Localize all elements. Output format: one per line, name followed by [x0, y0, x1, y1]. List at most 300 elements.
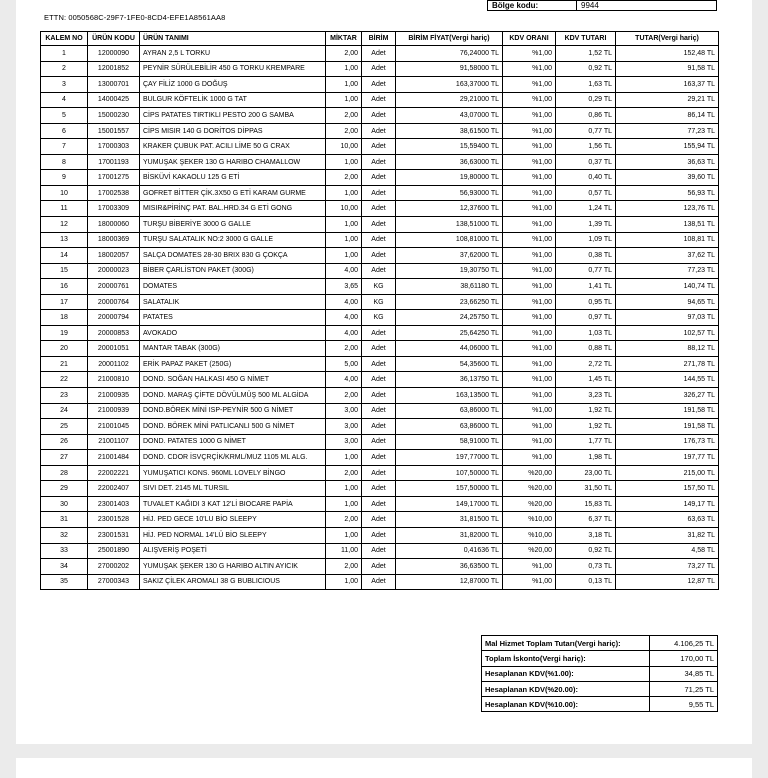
cell-urun-kodu: 21001107 [88, 434, 140, 450]
region-code-value: 9944 [577, 1, 717, 11]
table-row [41, 92, 719, 108]
cell-birim: Adet [362, 185, 396, 201]
cell-kdv-orani: %20,00 [503, 481, 556, 497]
cell-urun-kodu: 20000853 [88, 325, 140, 341]
cell-miktar: 2,00 [326, 46, 362, 62]
cell-urun-kodu: 12001852 [88, 61, 140, 77]
cell-kdv-tutari: 0,38 TL [556, 248, 616, 264]
cell-urun-tanimi: SALATALIK [140, 294, 326, 310]
cell-birim: Adet [362, 154, 396, 170]
table-row [41, 341, 719, 357]
totals-value: 170,00 TL [650, 651, 718, 666]
table-row [41, 325, 719, 341]
cell-birim-fiyat: 12,37600 TL [396, 201, 503, 217]
cell-birim-fiyat: 12,87000 TL [396, 574, 503, 590]
cell-miktar: 3,00 [326, 434, 362, 450]
cell-birim-fiyat: 91,58000 TL [396, 61, 503, 77]
cell-birim: Adet [362, 123, 396, 139]
cell-kalem-no: 24 [41, 403, 88, 419]
cell-kdv-tutari: 1,92 TL [556, 403, 616, 419]
totals-table [481, 635, 718, 712]
cell-birim: Adet [362, 512, 396, 528]
totals-label: Toplam İskonto(Vergi hariç): [482, 651, 650, 666]
cell-tutar: 155,94 TL [616, 139, 719, 155]
table-row [41, 559, 719, 575]
cell-kdv-tutari: 0,77 TL [556, 123, 616, 139]
cell-urun-kodu: 27000202 [88, 559, 140, 575]
table-row [41, 46, 719, 62]
cell-kdv-tutari: 1,41 TL [556, 279, 616, 295]
cell-urun-tanimi: MISIR&PİRİNÇ PAT. BAL.HRD.34 G ETİ GONG [140, 201, 326, 217]
cell-miktar: 2,00 [326, 108, 362, 124]
cell-birim-fiyat: 149,17000 TL [396, 496, 503, 512]
cell-miktar: 2,00 [326, 512, 362, 528]
cell-birim-fiyat: 107,50000 TL [396, 465, 503, 481]
cell-tutar: 31,82 TL [616, 527, 719, 543]
cell-birim: Adet [362, 77, 396, 93]
cell-birim-fiyat: 29,21000 TL [396, 92, 503, 108]
cell-birim-fiyat: 138,51000 TL [396, 217, 503, 233]
cell-urun-kodu: 20000764 [88, 294, 140, 310]
table-row [41, 217, 719, 233]
cell-kdv-tutari: 3,18 TL [556, 527, 616, 543]
cell-kalem-no: 34 [41, 559, 88, 575]
cell-urun-tanimi: TURŞU BİBERİYE 3000 G GALLE [140, 217, 326, 233]
table-row [41, 108, 719, 124]
cell-birim: Adet [362, 341, 396, 357]
cell-birim: Adet [362, 356, 396, 372]
cell-kdv-orani: %1,00 [503, 108, 556, 124]
cell-tutar: 149,17 TL [616, 496, 719, 512]
cell-urun-tanimi: DOMATES [140, 279, 326, 295]
cell-urun-tanimi: TUVALET KAĞIDI 3 KAT 12'Lİ BIOCARE PAPİA [140, 496, 326, 512]
cell-birim-fiyat: 19,30750 TL [396, 263, 503, 279]
cell-birim: Adet [362, 217, 396, 233]
cell-kdv-orani: %1,00 [503, 46, 556, 62]
totals-row [482, 681, 718, 696]
cell-birim-fiyat: 157,50000 TL [396, 481, 503, 497]
cell-birim: Adet [362, 465, 396, 481]
col-miktar: MİKTAR [326, 32, 362, 46]
cell-birim: Adet [362, 403, 396, 419]
totals-label: Hesaplanan KDV(%10.00): [482, 697, 650, 712]
cell-birim: KG [362, 279, 396, 295]
cell-kalem-no: 19 [41, 325, 88, 341]
cell-kdv-tutari: 1,98 TL [556, 450, 616, 466]
cell-kdv-orani: %10,00 [503, 512, 556, 528]
cell-kalem-no: 14 [41, 248, 88, 264]
cell-birim-fiyat: 63,86000 TL [396, 419, 503, 435]
cell-kalem-no: 5 [41, 108, 88, 124]
cell-urun-kodu: 23001531 [88, 527, 140, 543]
cell-kdv-orani: %1,00 [503, 372, 556, 388]
cell-urun-tanimi: AVOKADO [140, 325, 326, 341]
cell-tutar: 88,12 TL [616, 341, 719, 357]
cell-kdv-tutari: 0,57 TL [556, 185, 616, 201]
cell-kdv-orani: %1,00 [503, 419, 556, 435]
cell-tutar: 123,76 TL [616, 201, 719, 217]
cell-birim: Adet [362, 108, 396, 124]
totals-row [482, 636, 718, 651]
col-urun-tanimi: ÜRÜN TANIMI [140, 32, 326, 46]
cell-urun-tanimi: CİPS MISIR 140 G DORİTOS DİPPAS [140, 123, 326, 139]
col-kdv-orani: KDV ORANI [503, 32, 556, 46]
cell-birim: Adet [362, 559, 396, 575]
cell-kdv-tutari: 6,37 TL [556, 512, 616, 528]
cell-urun-kodu: 13000701 [88, 77, 140, 93]
table-row [41, 123, 719, 139]
cell-urun-tanimi: DOND. SOĞAN HALKASI 450 G NİMET [140, 372, 326, 388]
cell-birim: Adet [362, 543, 396, 559]
cell-birim-fiyat: 38,61180 TL [396, 279, 503, 295]
cell-urun-tanimi: DOND. CDOR İSVÇRÇİK/KRML/MUZ 1105 ML ALG. [140, 450, 326, 466]
totals-label: Hesaplanan KDV(%1.00): [482, 666, 650, 681]
cell-tutar: 157,50 TL [616, 481, 719, 497]
cell-miktar: 2,00 [326, 123, 362, 139]
cell-urun-kodu: 18000369 [88, 232, 140, 248]
cell-urun-tanimi: HİJ. PED GECE 10'LU BİO SLEEPY [140, 512, 326, 528]
cell-tutar: 36,63 TL [616, 154, 719, 170]
cell-kdv-tutari: 0,92 TL [556, 543, 616, 559]
cell-tutar: 97,03 TL [616, 310, 719, 326]
cell-kalem-no: 16 [41, 279, 88, 295]
cell-kdv-orani: %1,00 [503, 356, 556, 372]
cell-urun-kodu: 15000230 [88, 108, 140, 124]
col-urun-kodu: ÜRÜN KODU [88, 32, 140, 46]
cell-kalem-no: 18 [41, 310, 88, 326]
cell-miktar: 4,00 [326, 310, 362, 326]
cell-tutar: 140,74 TL [616, 279, 719, 295]
cell-kalem-no: 30 [41, 496, 88, 512]
col-birim: BİRİM [362, 32, 396, 46]
table-row [41, 248, 719, 264]
cell-urun-kodu: 17003309 [88, 201, 140, 217]
cell-kdv-orani: %1,00 [503, 123, 556, 139]
cell-urun-kodu: 12000090 [88, 46, 140, 62]
ettn-text: ETTN: 0050568C-29F7-1FE0-8CD4-EFE1A8561AA8 [44, 13, 226, 22]
region-code-label: Bölge kodu: [488, 1, 577, 11]
cell-birim: Adet [362, 388, 396, 404]
table-row [41, 185, 719, 201]
cell-urun-tanimi: BİBER ÇARLİSTON PAKET (300G) [140, 263, 326, 279]
cell-urun-tanimi: YUMUŞATICI KONS. 960ML LOVELY BİNGO [140, 465, 326, 481]
cell-kdv-orani: %1,00 [503, 341, 556, 357]
cell-birim-fiyat: 44,06000 TL [396, 341, 503, 357]
cell-miktar: 2,00 [326, 559, 362, 575]
cell-urun-tanimi: GOFRET BİTTER ÇİK.3X50 G ETİ KARAM GURME [140, 185, 326, 201]
cell-urun-tanimi: AYRAN 2,5 L TORKU [140, 46, 326, 62]
cell-kdv-orani: %1,00 [503, 185, 556, 201]
cell-miktar: 4,00 [326, 325, 362, 341]
table-row [41, 294, 719, 310]
cell-birim-fiyat: 36,63500 TL [396, 559, 503, 575]
cell-kdv-tutari: 1,24 TL [556, 201, 616, 217]
cell-urun-kodu: 22002221 [88, 465, 140, 481]
cell-tutar: 102,57 TL [616, 325, 719, 341]
cell-miktar: 2,00 [326, 341, 362, 357]
totals-label: Mal Hizmet Toplam Tutarı(Vergi hariç): [482, 636, 650, 651]
table-row [41, 450, 719, 466]
cell-kdv-orani: %1,00 [503, 403, 556, 419]
totals-value: 71,25 TL [650, 681, 718, 696]
cell-tutar: 29,21 TL [616, 92, 719, 108]
cell-tutar: 12,87 TL [616, 574, 719, 590]
cell-kalem-no: 23 [41, 388, 88, 404]
cell-kdv-orani: %1,00 [503, 294, 556, 310]
cell-birim-fiyat: 36,13750 TL [396, 372, 503, 388]
table-row [41, 403, 719, 419]
cell-birim-fiyat: 38,61500 TL [396, 123, 503, 139]
cell-miktar: 1,00 [326, 450, 362, 466]
cell-birim: Adet [362, 496, 396, 512]
cell-birim: Adet [362, 574, 396, 590]
table-row [41, 434, 719, 450]
cell-birim-fiyat: 36,63000 TL [396, 154, 503, 170]
cell-kdv-orani: %20,00 [503, 465, 556, 481]
cell-birim: Adet [362, 46, 396, 62]
table-row [41, 512, 719, 528]
col-kalem-no: KALEM NO [41, 32, 88, 46]
cell-miktar: 4,00 [326, 263, 362, 279]
cell-kdv-tutari: 3,23 TL [556, 388, 616, 404]
cell-kalem-no: 8 [41, 154, 88, 170]
cell-urun-tanimi: DOND. PATATES 1000 G NİMET [140, 434, 326, 450]
cell-tutar: 152,48 TL [616, 46, 719, 62]
cell-kdv-orani: %1,00 [503, 388, 556, 404]
cell-miktar: 1,00 [326, 154, 362, 170]
table-row [41, 419, 719, 435]
region-code-box [487, 0, 717, 11]
cell-urun-kodu: 21001484 [88, 450, 140, 466]
cell-kdv-orani: %1,00 [503, 154, 556, 170]
cell-birim: Adet [362, 450, 396, 466]
col-birim-fiyat: BİRİM FİYAT(Vergi hariç) [396, 32, 503, 46]
cell-birim-fiyat: 108,81000 TL [396, 232, 503, 248]
cell-urun-kodu: 21000935 [88, 388, 140, 404]
cell-kdv-tutari: 0,40 TL [556, 170, 616, 186]
cell-birim: Adet [362, 139, 396, 155]
table-row [41, 310, 719, 326]
cell-birim: Adet [362, 232, 396, 248]
cell-urun-kodu: 23001528 [88, 512, 140, 528]
cell-urun-tanimi: DOND. MARAŞ ÇİFTE DÖVÜLMÜŞ 500 ML ALGİDA [140, 388, 326, 404]
totals-value: 34,85 TL [650, 666, 718, 681]
cell-kdv-tutari: 1,39 TL [556, 217, 616, 233]
cell-kdv-orani: %1,00 [503, 263, 556, 279]
cell-urun-kodu: 20000761 [88, 279, 140, 295]
cell-tutar: 91,58 TL [616, 61, 719, 77]
cell-kalem-no: 21 [41, 356, 88, 372]
cell-kalem-no: 25 [41, 419, 88, 435]
cell-kdv-tutari: 0,97 TL [556, 310, 616, 326]
col-kdv-tutari: KDV TUTARI [556, 32, 616, 46]
cell-urun-tanimi: BİSKÜVİ KAKAOLU 125 G ETİ [140, 170, 326, 186]
cell-kdv-tutari: 0,13 TL [556, 574, 616, 590]
cell-urun-kodu: 21000939 [88, 403, 140, 419]
next-page [16, 758, 752, 778]
cell-birim: Adet [362, 263, 396, 279]
cell-tutar: 326,27 TL [616, 388, 719, 404]
cell-kalem-no: 27 [41, 450, 88, 466]
cell-miktar: 4,00 [326, 294, 362, 310]
cell-miktar: 1,00 [326, 527, 362, 543]
cell-kdv-orani: %10,00 [503, 527, 556, 543]
cell-kalem-no: 22 [41, 372, 88, 388]
cell-tutar: 271,78 TL [616, 356, 719, 372]
col-tutar: TUTAR(Vergi hariç) [616, 32, 719, 46]
cell-kdv-orani: %20,00 [503, 543, 556, 559]
table-row [41, 170, 719, 186]
cell-kdv-tutari: 1,63 TL [556, 77, 616, 93]
totals-label: Hesaplanan KDV(%20.00): [482, 681, 650, 696]
cell-kdv-tutari: 1,77 TL [556, 434, 616, 450]
cell-kalem-no: 13 [41, 232, 88, 248]
table-row [41, 263, 719, 279]
table-row [41, 77, 719, 93]
cell-urun-kodu: 21000810 [88, 372, 140, 388]
cell-birim-fiyat: 56,93000 TL [396, 185, 503, 201]
table-body [41, 46, 719, 590]
cell-urun-tanimi: SIVI DET. 2145 ML TURSIL [140, 481, 326, 497]
cell-kdv-tutari: 1,45 TL [556, 372, 616, 388]
cell-tutar: 77,23 TL [616, 123, 719, 139]
cell-miktar: 2,00 [326, 465, 362, 481]
cell-birim-fiyat: 43,07000 TL [396, 108, 503, 124]
cell-birim-fiyat: 24,25750 TL [396, 310, 503, 326]
cell-tutar: 63,63 TL [616, 512, 719, 528]
cell-kalem-no: 28 [41, 465, 88, 481]
table-row [41, 279, 719, 295]
cell-kdv-tutari: 0,77 TL [556, 263, 616, 279]
totals-value: 9,55 TL [650, 697, 718, 712]
cell-urun-tanimi: MANTAR TABAK (300G) [140, 341, 326, 357]
cell-kdv-orani: %20,00 [503, 496, 556, 512]
cell-kalem-no: 12 [41, 217, 88, 233]
cell-tutar: 77,23 TL [616, 263, 719, 279]
cell-birim-fiyat: 23,66250 TL [396, 294, 503, 310]
cell-kdv-orani: %1,00 [503, 92, 556, 108]
cell-urun-tanimi: ERİK PAPAZ PAKET (250G) [140, 356, 326, 372]
cell-urun-kodu: 18002057 [88, 248, 140, 264]
cell-kalem-no: 15 [41, 263, 88, 279]
cell-kdv-tutari: 0,88 TL [556, 341, 616, 357]
table-row [41, 372, 719, 388]
table-row [41, 527, 719, 543]
cell-miktar: 1,00 [326, 248, 362, 264]
cell-birim: Adet [362, 481, 396, 497]
table-row [41, 465, 719, 481]
cell-kdv-orani: %1,00 [503, 217, 556, 233]
table-row [41, 496, 719, 512]
cell-kalem-no: 33 [41, 543, 88, 559]
cell-tutar: 191,58 TL [616, 419, 719, 435]
cell-kdv-orani: %1,00 [503, 201, 556, 217]
cell-urun-kodu: 23001403 [88, 496, 140, 512]
cell-birim-fiyat: 163,37000 TL [396, 77, 503, 93]
cell-kdv-tutari: 31,50 TL [556, 481, 616, 497]
table-row [41, 232, 719, 248]
cell-kalem-no: 2 [41, 61, 88, 77]
cell-tutar: 191,58 TL [616, 403, 719, 419]
cell-kdv-orani: %1,00 [503, 232, 556, 248]
cell-kalem-no: 35 [41, 574, 88, 590]
cell-miktar: 1,00 [326, 481, 362, 497]
cell-birim: Adet [362, 372, 396, 388]
cell-urun-tanimi: BULGUR KÖFTELİK 1000 G TAT [140, 92, 326, 108]
cell-urun-kodu: 15001557 [88, 123, 140, 139]
cell-kalem-no: 3 [41, 77, 88, 93]
cell-kdv-orani: %1,00 [503, 450, 556, 466]
cell-birim: KG [362, 294, 396, 310]
cell-tutar: 176,73 TL [616, 434, 719, 450]
table-row [41, 574, 719, 590]
cell-urun-tanimi: SAKIZ ÇİLEK AROMALI 38 G BUBLICIOUS [140, 574, 326, 590]
cell-urun-kodu: 20000023 [88, 263, 140, 279]
cell-kdv-orani: %1,00 [503, 139, 556, 155]
cell-kdv-tutari: 0,86 TL [556, 108, 616, 124]
cell-urun-tanimi: PATATES [140, 310, 326, 326]
cell-kalem-no: 26 [41, 434, 88, 450]
cell-tutar: 163,37 TL [616, 77, 719, 93]
cell-kdv-orani: %1,00 [503, 248, 556, 264]
cell-birim-fiyat: 19,80000 TL [396, 170, 503, 186]
cell-kdv-orani: %1,00 [503, 310, 556, 326]
cell-tutar: 37,62 TL [616, 248, 719, 264]
table-row [41, 543, 719, 559]
cell-urun-kodu: 20001051 [88, 341, 140, 357]
cell-miktar: 1,00 [326, 61, 362, 77]
cell-kdv-tutari: 0,73 TL [556, 559, 616, 575]
cell-kdv-orani: %1,00 [503, 559, 556, 575]
cell-kdv-tutari: 15,83 TL [556, 496, 616, 512]
cell-urun-tanimi: YUMUŞAK ŞEKER 130 G HARIBO CHAMALLOW [140, 154, 326, 170]
cell-urun-tanimi: HİJ. PED NORMAL 14'LÜ BİO SLEEPY [140, 527, 326, 543]
cell-miktar: 1,00 [326, 232, 362, 248]
cell-kalem-no: 6 [41, 123, 88, 139]
cell-kdv-tutari: 0,95 TL [556, 294, 616, 310]
cell-tutar: 56,93 TL [616, 185, 719, 201]
cell-urun-kodu: 14000425 [88, 92, 140, 108]
cell-tutar: 138,51 TL [616, 217, 719, 233]
cell-urun-kodu: 22002407 [88, 481, 140, 497]
cell-urun-kodu: 18000060 [88, 217, 140, 233]
cell-birim-fiyat: 58,91000 TL [396, 434, 503, 450]
cell-tutar: 39,60 TL [616, 170, 719, 186]
cell-miktar: 1,00 [326, 77, 362, 93]
cell-miktar: 10,00 [326, 139, 362, 155]
cell-kalem-no: 31 [41, 512, 88, 528]
cell-urun-tanimi: TURŞU SALATALIK NO:2 3000 G GALLE [140, 232, 326, 248]
cell-urun-kodu: 21001045 [88, 419, 140, 435]
cell-kdv-orani: %1,00 [503, 325, 556, 341]
cell-birim-fiyat: 54,35600 TL [396, 356, 503, 372]
cell-urun-tanimi: CİPS PATATES TIRTIKLI PESTO 200 G SAMBA [140, 108, 326, 124]
cell-tutar: 144,55 TL [616, 372, 719, 388]
cell-tutar: 197,77 TL [616, 450, 719, 466]
table-header-row [41, 32, 719, 46]
cell-miktar: 4,00 [326, 372, 362, 388]
cell-kdv-orani: %1,00 [503, 279, 556, 295]
totals-row [482, 697, 718, 712]
cell-miktar: 2,00 [326, 170, 362, 186]
cell-kdv-orani: %1,00 [503, 77, 556, 93]
totals-value: 4.106,25 TL [650, 636, 718, 651]
cell-kalem-no: 11 [41, 201, 88, 217]
cell-kdv-tutari: 23,00 TL [556, 465, 616, 481]
cell-urun-kodu: 27000343 [88, 574, 140, 590]
cell-urun-tanimi: ÇAY FİLİZ 1000 G DOĞUŞ [140, 77, 326, 93]
cell-birim-fiyat: 31,82000 TL [396, 527, 503, 543]
